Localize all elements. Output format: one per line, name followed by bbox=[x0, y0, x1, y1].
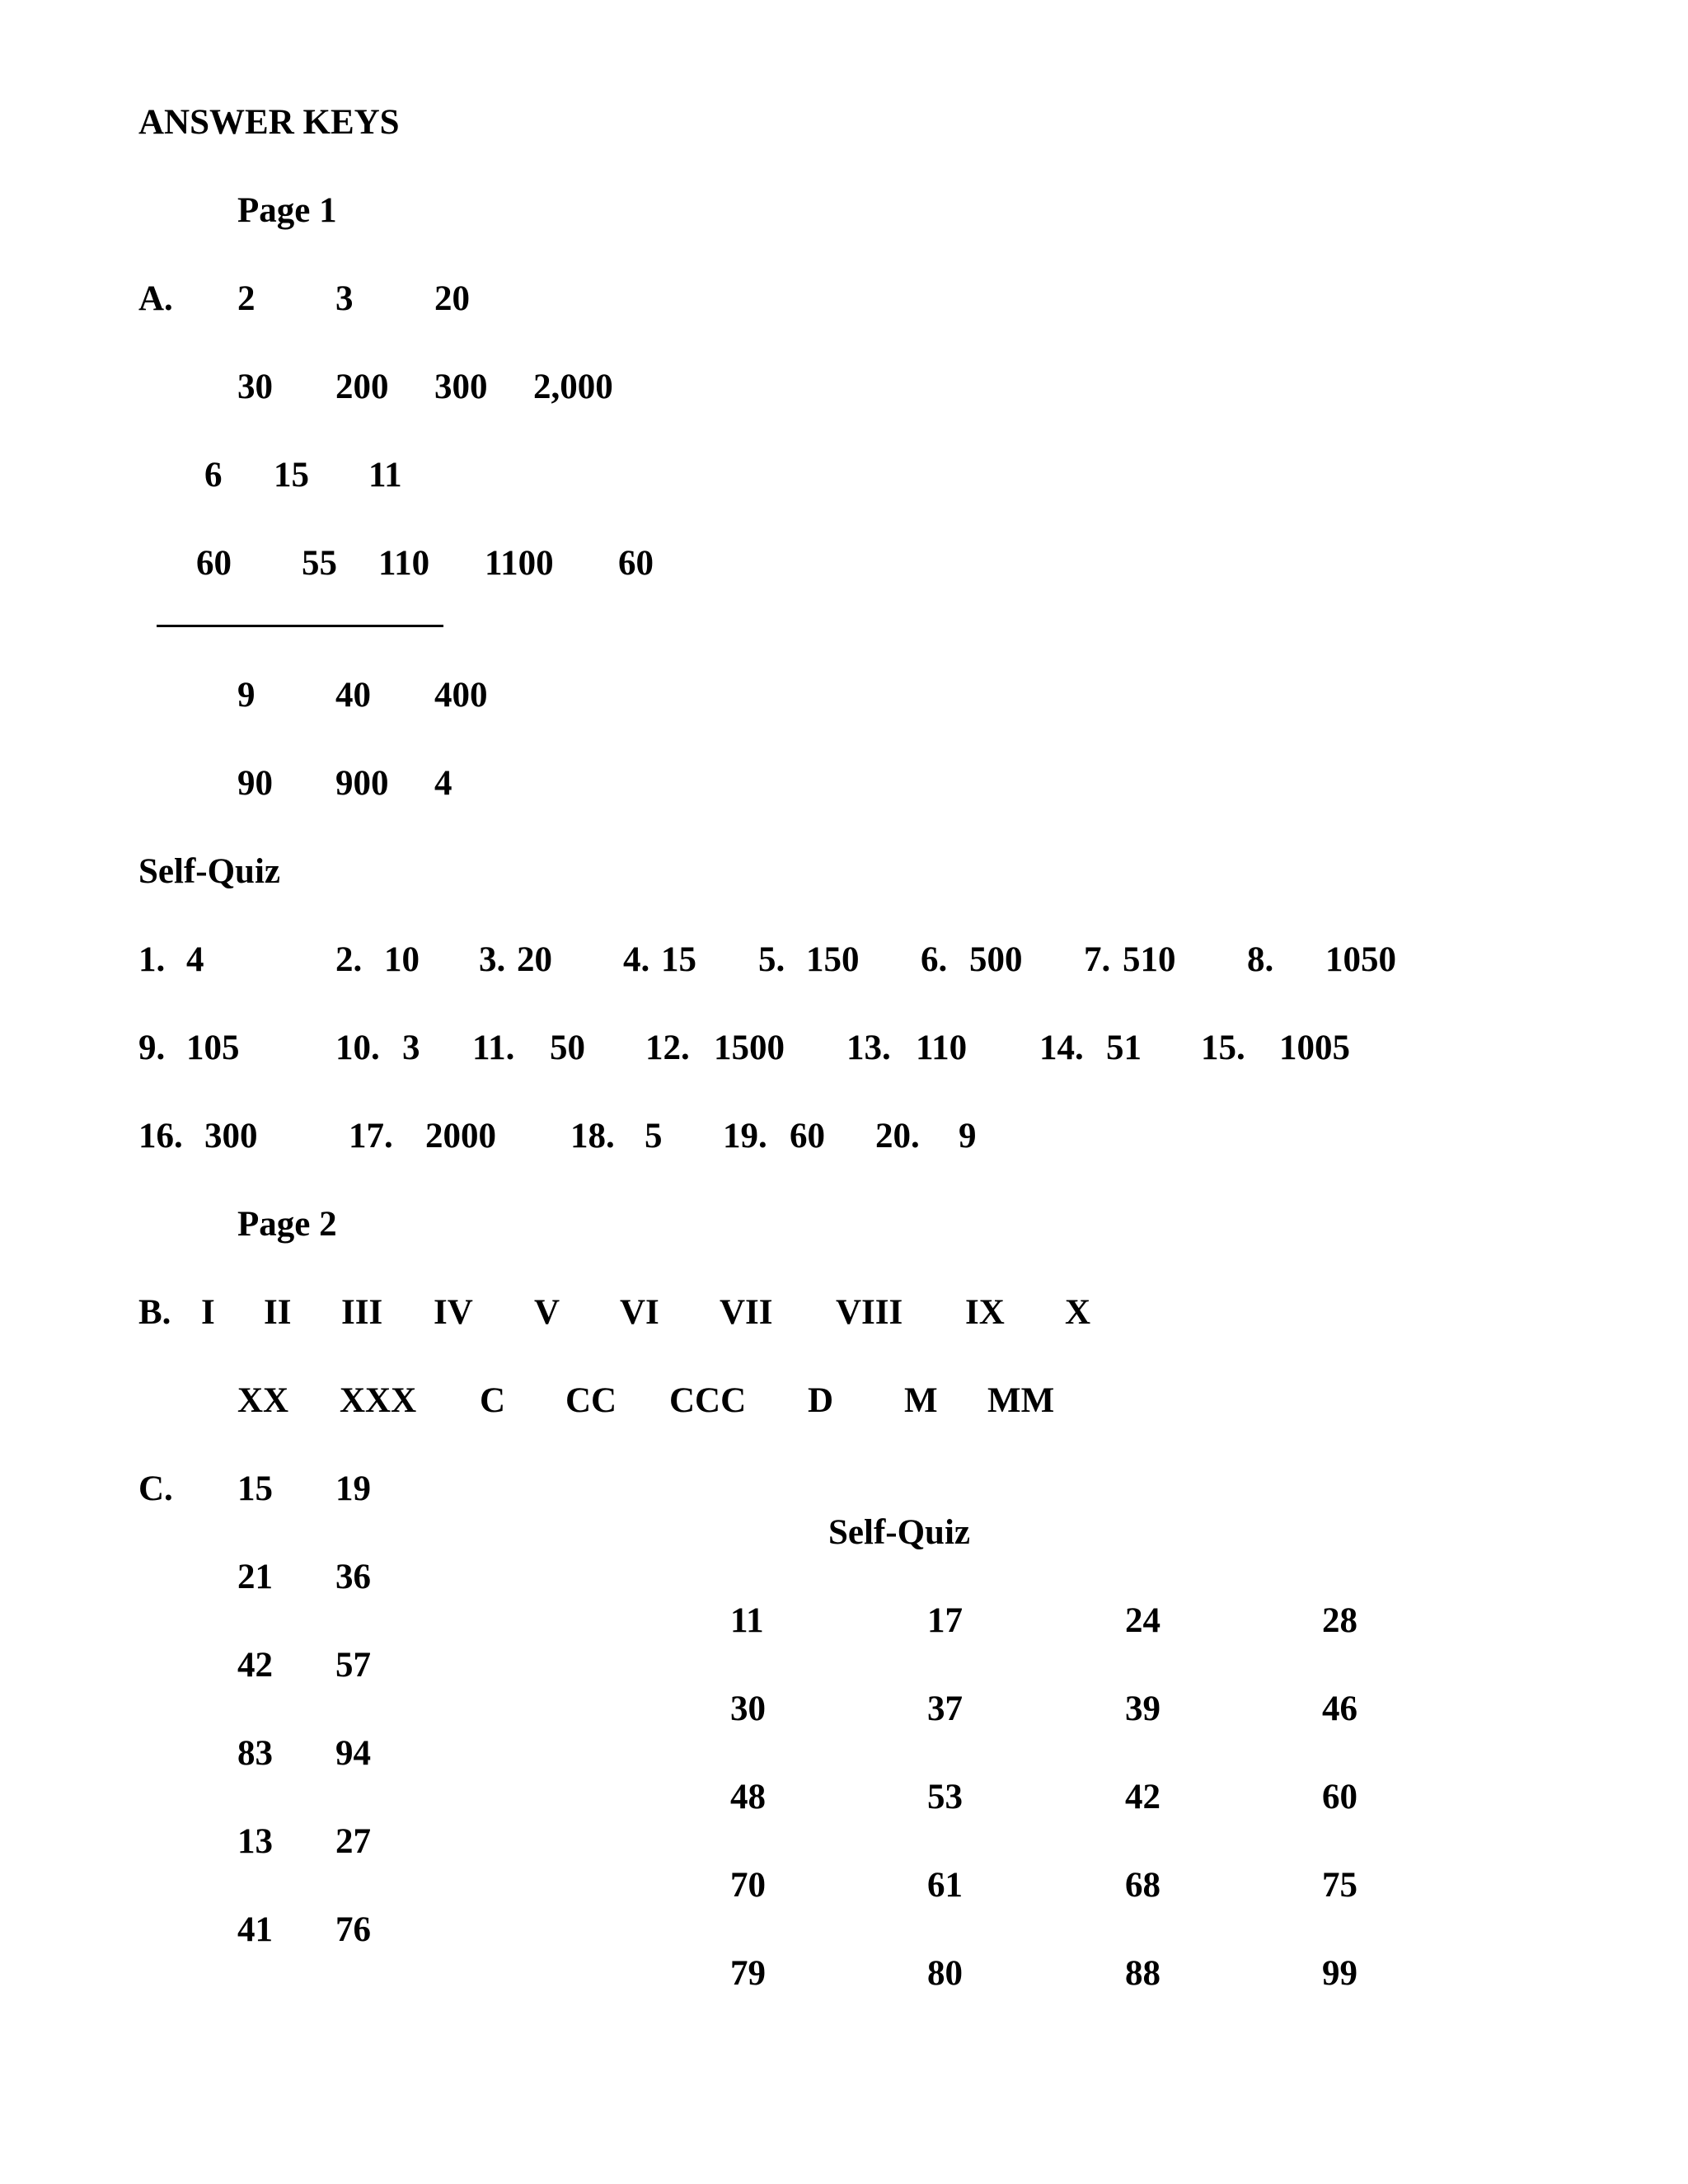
quiz-item-answer: 1500 bbox=[714, 1029, 785, 1067]
quiz-item-number: 2. bbox=[335, 940, 363, 979]
answer: 3 bbox=[335, 279, 354, 318]
quiz-item-number: 14. bbox=[1039, 1029, 1084, 1067]
answer: 110 bbox=[378, 544, 430, 583]
roman-numeral: I bbox=[201, 1293, 215, 1332]
roman-numeral: CCC bbox=[669, 1381, 747, 1420]
quiz-answer: 60 bbox=[1322, 1778, 1357, 1816]
answer: 13 bbox=[237, 1822, 273, 1861]
answer: 6 bbox=[204, 456, 223, 494]
answer: 57 bbox=[335, 1646, 371, 1685]
quiz-item-number: 12. bbox=[645, 1029, 690, 1067]
quiz-item-number: 6. bbox=[921, 940, 948, 979]
quiz-item-number: 8. bbox=[1247, 940, 1274, 979]
answer: 30 bbox=[237, 368, 273, 406]
divider-line bbox=[157, 625, 443, 627]
roman-numeral: VI bbox=[620, 1293, 659, 1332]
quiz-item-answer: 10 bbox=[384, 940, 420, 979]
answer: 4 bbox=[434, 764, 452, 803]
quiz-item-number: 19. bbox=[723, 1117, 767, 1155]
roman-numeral: III bbox=[341, 1293, 383, 1332]
answer: 42 bbox=[237, 1646, 273, 1685]
answer: 27 bbox=[335, 1822, 371, 1861]
quiz-answer: 68 bbox=[1125, 1866, 1160, 1905]
quiz-item-answer: 1005 bbox=[1279, 1029, 1350, 1067]
answer: 2,000 bbox=[533, 368, 613, 406]
roman-numeral: XX bbox=[237, 1381, 289, 1420]
roman-numeral: C bbox=[480, 1381, 506, 1420]
quiz-answer: 17 bbox=[927, 1601, 963, 1640]
self-quiz-heading: Self-Quiz bbox=[138, 852, 280, 891]
roman-numeral: V bbox=[534, 1293, 560, 1332]
roman-numeral: VII bbox=[720, 1293, 773, 1332]
quiz-answer: 99 bbox=[1322, 1954, 1357, 1993]
quiz-item-number: 15. bbox=[1201, 1029, 1245, 1067]
quiz-item-answer: 9 bbox=[959, 1117, 977, 1155]
quiz-item-answer: 300 bbox=[204, 1117, 258, 1155]
answer: 200 bbox=[335, 368, 389, 406]
quiz-answer: 11 bbox=[730, 1601, 764, 1640]
answer: 15 bbox=[237, 1469, 273, 1508]
quiz-item-answer: 2000 bbox=[425, 1117, 496, 1155]
roman-numeral: IV bbox=[434, 1293, 473, 1332]
answer: 41 bbox=[237, 1910, 273, 1949]
quiz-answer: 53 bbox=[927, 1778, 963, 1816]
answer: 36 bbox=[335, 1558, 371, 1596]
roman-numeral: X bbox=[1065, 1293, 1091, 1332]
quiz-item-number: 1. bbox=[138, 940, 166, 979]
quiz-item-number: 5. bbox=[758, 940, 785, 979]
answer: 40 bbox=[335, 676, 371, 715]
quiz-answer: 48 bbox=[730, 1778, 766, 1816]
quiz-item-number: 16. bbox=[138, 1117, 183, 1155]
quiz-answer: 80 bbox=[927, 1954, 963, 1993]
quiz-answer: 30 bbox=[730, 1690, 766, 1728]
quiz-item-answer: 15 bbox=[661, 940, 696, 979]
quiz-item-number: 3. bbox=[479, 940, 506, 979]
roman-numeral: D bbox=[808, 1381, 834, 1420]
quiz-item-number: 7. bbox=[1084, 940, 1111, 979]
roman-numeral: II bbox=[264, 1293, 292, 1332]
answer: 9 bbox=[237, 676, 256, 715]
roman-numeral: M bbox=[904, 1381, 938, 1420]
quiz-item-answer: 1050 bbox=[1325, 940, 1396, 979]
answer: 94 bbox=[335, 1734, 371, 1773]
quiz-item-answer: 50 bbox=[550, 1029, 585, 1067]
answer: 1100 bbox=[485, 544, 554, 583]
roman-numeral: XXX bbox=[340, 1381, 417, 1420]
quiz-item-number: 4. bbox=[623, 940, 650, 979]
quiz-item-answer: 150 bbox=[806, 940, 860, 979]
section-c-label: C. bbox=[138, 1469, 173, 1508]
quiz-item-answer: 3 bbox=[402, 1029, 420, 1067]
answer: 2 bbox=[237, 279, 256, 318]
answer: 400 bbox=[434, 676, 488, 715]
answer: 20 bbox=[434, 279, 470, 318]
quiz-item-number: 9. bbox=[138, 1029, 166, 1067]
quiz-item-answer: 60 bbox=[790, 1117, 825, 1155]
quiz-item-answer: 5 bbox=[645, 1117, 663, 1155]
section-a-label: A. bbox=[138, 279, 173, 318]
roman-numeral: MM bbox=[987, 1381, 1055, 1420]
quiz-answer: 28 bbox=[1322, 1601, 1357, 1640]
answer: 900 bbox=[335, 764, 389, 803]
quiz-answer: 39 bbox=[1125, 1690, 1160, 1728]
quiz-item-number: 11. bbox=[472, 1029, 515, 1067]
quiz-item-number: 18. bbox=[570, 1117, 615, 1155]
quiz-item-answer: 110 bbox=[916, 1029, 968, 1067]
answer: 60 bbox=[196, 544, 232, 583]
quiz-answer: 88 bbox=[1125, 1954, 1160, 1993]
roman-numeral: CC bbox=[565, 1381, 617, 1420]
quiz-item-number: 20. bbox=[875, 1117, 920, 1155]
roman-numeral: VIII bbox=[836, 1293, 903, 1332]
answer: 21 bbox=[237, 1558, 273, 1596]
quiz-item-answer: 500 bbox=[969, 940, 1023, 979]
quiz-item-answer: 510 bbox=[1123, 940, 1176, 979]
quiz-answer: 70 bbox=[730, 1866, 766, 1905]
answer: 60 bbox=[618, 544, 654, 583]
quiz-item-answer: 105 bbox=[186, 1029, 240, 1067]
page1-heading: Page 1 bbox=[237, 191, 337, 230]
quiz-answer: 46 bbox=[1322, 1690, 1357, 1728]
quiz-item-number: 10. bbox=[335, 1029, 380, 1067]
quiz-item-number: 13. bbox=[846, 1029, 891, 1067]
quiz-item-answer: 51 bbox=[1106, 1029, 1142, 1067]
self-quiz-heading: Self-Quiz bbox=[828, 1513, 970, 1552]
quiz-item-number: 17. bbox=[349, 1117, 393, 1155]
quiz-answer: 75 bbox=[1322, 1866, 1357, 1905]
answer: 300 bbox=[434, 368, 488, 406]
quiz-answer: 42 bbox=[1125, 1778, 1160, 1816]
section-b-label: B. bbox=[138, 1293, 171, 1332]
quiz-item-answer: 4 bbox=[186, 940, 204, 979]
roman-numeral: IX bbox=[965, 1293, 1005, 1332]
quiz-answer: 79 bbox=[730, 1954, 766, 1993]
answer: 76 bbox=[335, 1910, 371, 1949]
answer: 55 bbox=[302, 544, 337, 583]
answer: 19 bbox=[335, 1469, 371, 1508]
page2-heading: Page 2 bbox=[237, 1205, 337, 1244]
quiz-answer: 37 bbox=[927, 1690, 963, 1728]
quiz-answer: 61 bbox=[927, 1866, 963, 1905]
answer: 15 bbox=[274, 456, 309, 494]
answer: 11 bbox=[368, 456, 402, 494]
quiz-answer: 24 bbox=[1125, 1601, 1160, 1640]
answer: 90 bbox=[237, 764, 273, 803]
answer: 83 bbox=[237, 1734, 273, 1773]
quiz-item-answer: 20 bbox=[517, 940, 552, 979]
page-title: ANSWER KEYS bbox=[138, 103, 400, 142]
